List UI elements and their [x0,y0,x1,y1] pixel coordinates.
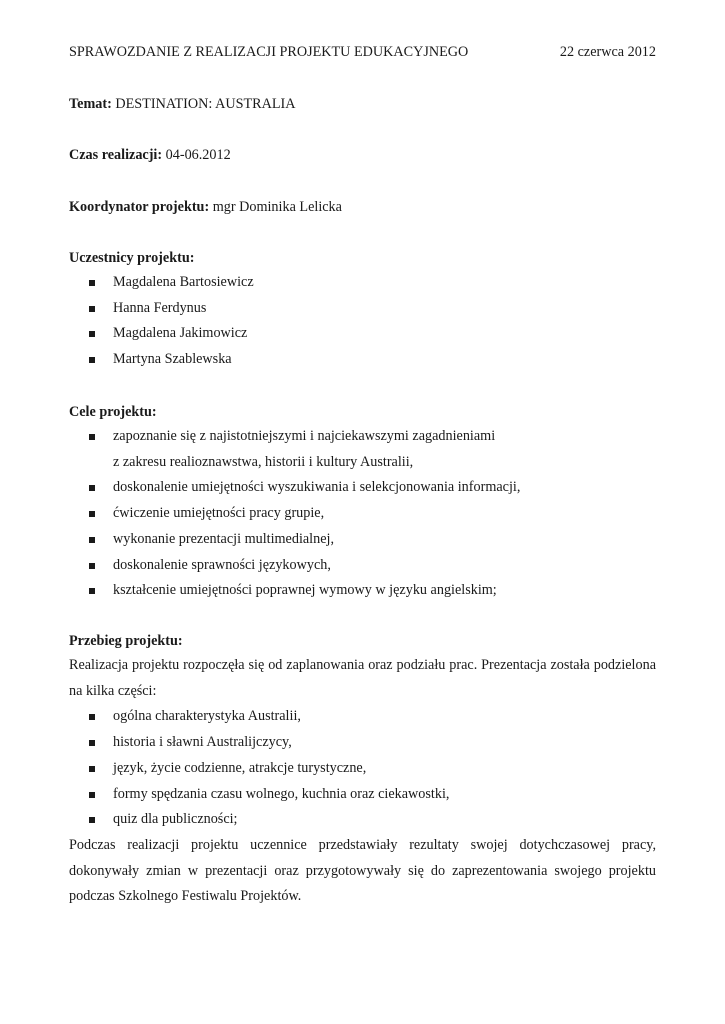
list-item: zapoznanie się z najistotniejszymi i najciekawszymi zagadnieniami z zakresu realioznawstwa, historii i kultury Australii, [69,424,656,475]
goals-title: Cele projektu: [69,404,157,420]
list-item: Magdalena Jakimowicz [69,321,656,347]
list-item: ćwiczenie umiejętności pracy grupie, [69,501,656,527]
topic-field [69,92,295,116]
goals-section [69,400,656,604]
course-intro: Realizacja projektu rozpoczęła się od zaplanowania oraz podziału prac. Prezentacja została podzielona na kilka części: [69,657,656,699]
topic-value: DESTINATION: AUSTRALIA [115,96,296,112]
duration-label: Czas realizacji: [69,147,163,163]
coordinator-value: mgr Dominika Lelicka [212,199,342,215]
course-list [69,704,656,833]
list-item: ogólna charakterystyka Australii, [69,704,656,730]
document-page [69,40,656,905]
list-item: quiz dla publiczności; [69,807,656,833]
header-date: 22 czerwca 2012 [559,44,656,60]
participants-list [69,270,656,373]
list-item: wykonanie prezentacji multimedialnej, [69,527,656,553]
bullet-icon [89,588,95,594]
participants-section [69,246,656,373]
header-title: SPRAWOZDANIE Z REALIZACJI PROJEKTU EDUKACYJNEGO [69,44,469,60]
bullet-icon [89,714,95,720]
bullet-icon [89,280,95,286]
bullet-icon [89,511,95,517]
bullet-icon [89,817,95,823]
bullet-icon [89,563,95,569]
course-summary: Podczas realizacji projektu uczennice przedstawiały rezultaty swojej dotychczasowej pracy, dokonywały zmian w prezentacji oraz przygotowywały się do zaprezentowania swojego projektu podczas Szkolnego Festiwalu Projektów. [69,836,656,905]
bullet-icon [89,766,95,772]
course-section [69,629,656,910]
list-item: Hanna Ferdynus [69,296,656,322]
bullet-icon [89,331,95,337]
list-item: doskonalenie umiejętności wyszukiwania i selekcjonowania informacji, [69,475,656,501]
bullet-icon [89,485,95,491]
participants-title: Uczestnicy projektu: [69,250,195,266]
list-item: historia i sławni Australijczycy, [69,730,656,756]
bullet-icon [89,537,95,543]
bullet-icon [89,434,95,440]
bullet-icon [89,357,95,363]
coordinator-label: Koordynator projektu: [69,199,210,215]
list-item: doskonalenie sprawności językowych, [69,553,656,579]
coordinator-field [69,195,342,219]
list-item: Magdalena Bartosiewicz [69,270,656,296]
bullet-icon [89,306,95,312]
duration-field [69,143,231,167]
topic-label: Temat: [69,96,112,112]
course-title: Przebieg projektu: [69,633,183,649]
list-item: kształcenie umiejętności poprawnej wymowy w języku angielskim; [69,578,656,604]
list-item: formy spędzania czasu wolnego, kuchnia oraz ciekawostki, [69,782,656,808]
goals-list [69,424,656,604]
list-item: język, życie codzienne, atrakcje turystyczne, [69,756,656,782]
duration-value: 04-06.2012 [165,147,231,163]
bullet-icon [89,740,95,746]
page-header [69,40,656,64]
bullet-icon [89,792,95,798]
list-item: Martyna Szablewska [69,347,656,373]
